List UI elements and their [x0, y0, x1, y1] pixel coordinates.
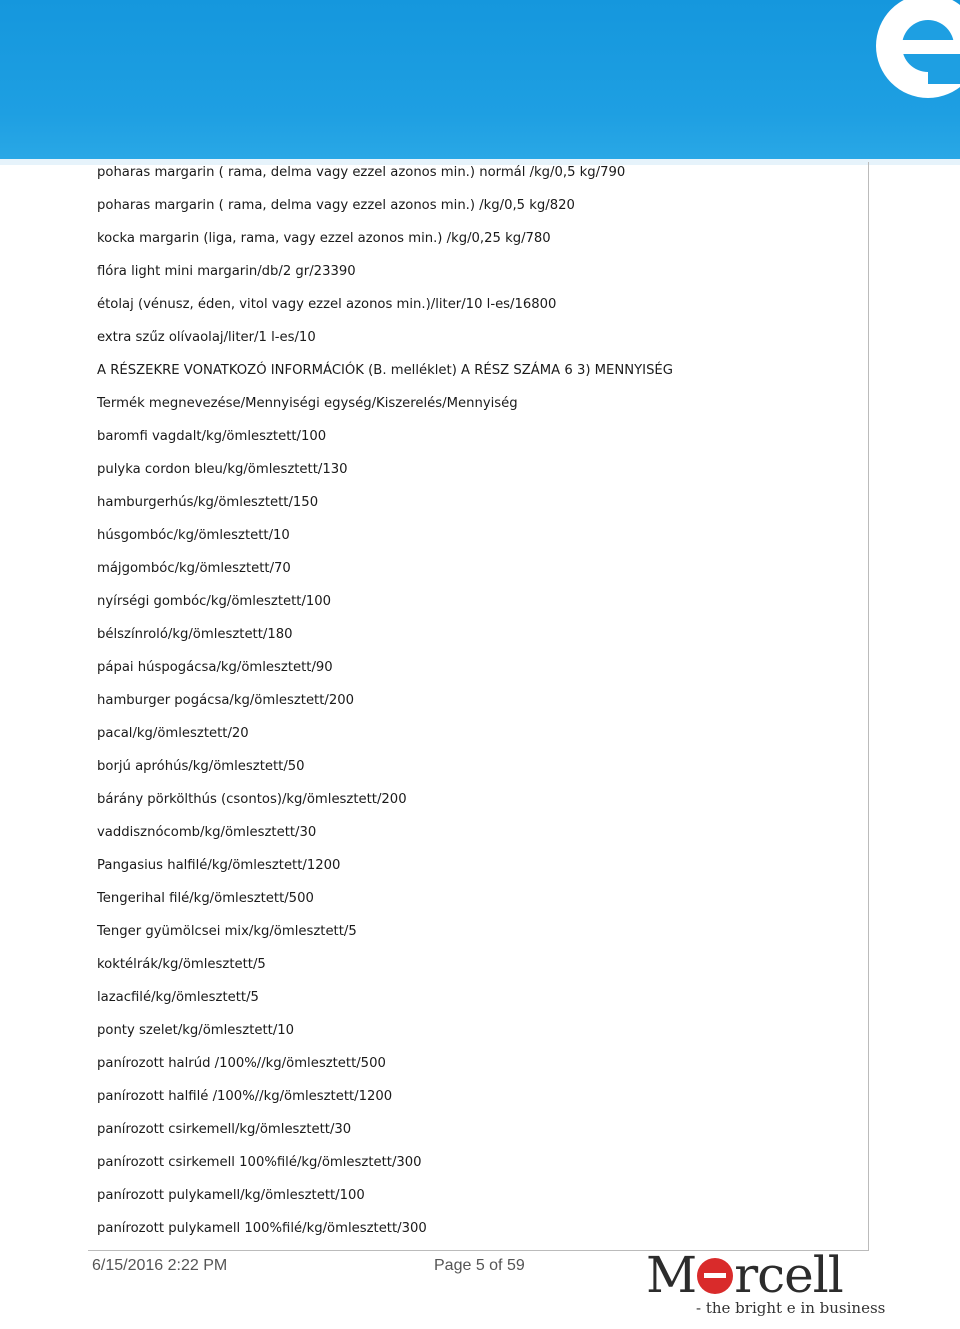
doc-line: bárány pörkölthús (csontos)/kg/ömlesztett/200	[97, 792, 407, 807]
doc-line: panírozott halfilé /100%//kg/ömlesztett/1200	[97, 1089, 393, 1104]
doc-line: kocka margarin (liga, rama, vagy ezzel azonos min.) /kg/0,25 kg/780	[97, 231, 551, 246]
doc-line: extra szűz olívaolaj/liter/1 l-es/10	[97, 330, 316, 345]
doc-line: lazacfilé/kg/ömlesztett/5	[97, 990, 259, 1005]
doc-line: pápai húspogácsa/kg/ömlesztett/90	[97, 660, 333, 675]
doc-line: pacal/kg/ömlesztett/20	[97, 726, 249, 741]
doc-line: nyírségi gombóc/kg/ömlesztett/100	[97, 594, 332, 609]
doc-line: májgombóc/kg/ömlesztett/70	[97, 561, 291, 576]
red-e-icon	[697, 1258, 733, 1294]
doc-line: Tenger gyümölcsei mix/kg/ömlesztett/5	[97, 924, 357, 939]
brand-name-suffix: rcell	[734, 1246, 843, 1304]
doc-line: bélszínroló/kg/ömlesztett/180	[97, 627, 293, 642]
doc-line: poharas margarin ( rama, delma vagy ezzel azonos min.) /kg/0,5 kg/820	[97, 198, 575, 213]
doc-line: borjú apróhús/kg/ömlesztett/50	[97, 759, 305, 774]
footer-page-number: Page 5 of 59	[434, 1257, 525, 1274]
doc-line: vaddisznócomb/kg/ömlesztett/30	[97, 825, 317, 840]
doc-line: flóra light mini margarin/db/2 gr/23390	[97, 264, 356, 279]
e-logo-icon	[820, 0, 960, 110]
section-heading: A RÉSZEKRE VONATKOZÓ INFORMÁCIÓK (B. melléklet) A RÉSZ SZÁMA 6 3) MENNYISÉG	[97, 363, 673, 378]
doc-line: húsgombóc/kg/ömlesztett/10	[97, 528, 290, 543]
doc-line: panírozott halrúd /100%//kg/ömlesztett/500	[97, 1056, 386, 1071]
brand-wordmark	[646, 1246, 843, 1304]
table-header-line: Termék megnevezése/Mennyiségi egység/Kiszerelés/Mennyiség	[97, 396, 518, 411]
marcell-logo	[640, 1246, 886, 1329]
doc-line: panírozott pulykamell 100%filé/kg/ömlesztett/300	[97, 1221, 427, 1236]
doc-line: Pangasius halfilé/kg/ömlesztett/1200	[97, 858, 341, 873]
doc-line: pulyka cordon bleu/kg/ömlesztett/130	[97, 462, 348, 477]
doc-line: poharas margarin ( rama, delma vagy ezzel azonos min.) normál /kg/0,5 kg/790	[97, 165, 626, 180]
doc-line: baromfi vagdalt/kg/ömlesztett/100	[97, 429, 327, 444]
doc-line: panírozott pulykamell/kg/ömlesztett/100	[97, 1188, 365, 1203]
brand-tagline: - the bright e in business	[696, 1299, 886, 1317]
brand-name-prefix: M	[646, 1246, 697, 1304]
doc-line: hamburger pogácsa/kg/ömlesztett/200	[97, 693, 355, 708]
header-band	[0, 0, 960, 162]
doc-line: ponty szelet/kg/ömlesztett/10	[97, 1023, 295, 1038]
doc-line: panírozott csirkemell 100%filé/kg/ömlesztett/300	[97, 1155, 422, 1170]
document-lines	[97, 164, 673, 1253]
footer-date: 6/15/2016 2:22 PM	[92, 1257, 228, 1274]
doc-line: panírozott csirkemell/kg/ömlesztett/30	[97, 1122, 352, 1137]
doc-line: hamburgerhús/kg/ömlesztett/150	[97, 495, 319, 510]
doc-line: étolaj (vénusz, éden, vitol vagy ezzel azonos min.)/liter/10 l-es/16800	[97, 297, 557, 312]
doc-line: Tengerihal filé/kg/ömlesztett/500	[97, 891, 314, 906]
doc-line: koktélrák/kg/ömlesztett/5	[97, 957, 266, 972]
